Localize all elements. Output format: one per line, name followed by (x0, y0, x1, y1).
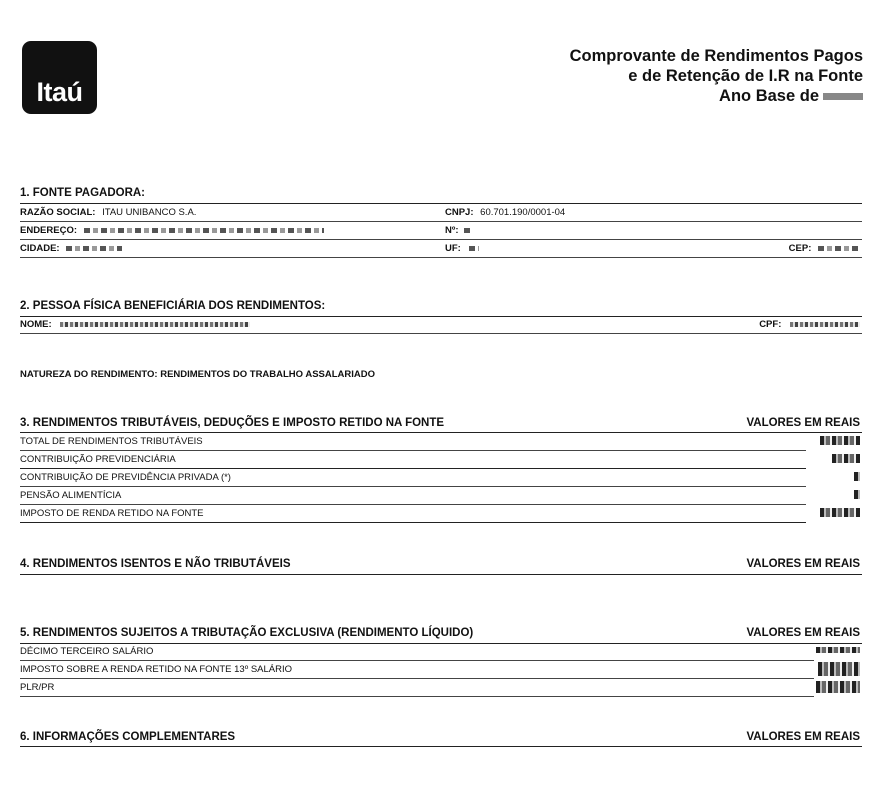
s3-row-total: TOTAL DE RENDIMENTOS TRIBUTÁVEIS (20, 436, 203, 447)
divider (20, 257, 862, 258)
divider (20, 574, 862, 575)
divider (20, 522, 806, 523)
redacted-cep (818, 246, 860, 251)
divider (20, 203, 862, 204)
razao-social-row (20, 207, 196, 218)
cpf-label: CPF: (759, 319, 782, 330)
redacted-cidade (66, 246, 122, 251)
cnpj-row (445, 207, 565, 218)
numero-label: Nº: (445, 225, 459, 236)
document-title (570, 46, 863, 106)
redacted-year (823, 93, 863, 100)
numero-row (445, 225, 472, 236)
s3-row-previdencia-privada: CONTRIBUIÇÃO DE PREVIDÊNCIA PRIVADA (*) (20, 472, 231, 483)
divider (20, 678, 814, 679)
section4-values-header: VALORES EM REAIS (746, 558, 860, 570)
s5-row-irrf-13: IMPOSTO SOBRE A RENDA RETIDO NA FONTE 13º SALÁRIO (20, 664, 293, 675)
divider (20, 696, 814, 697)
section3-values-header: VALORES EM REAIS (746, 417, 860, 429)
title-line-2: e de Retenção de I.R na Fonte (628, 67, 863, 85)
logo-text: Itaú (36, 77, 83, 107)
ano-base-label: Ano Base de (719, 87, 819, 105)
s3-row-pensao: PENSÃO ALIMENTÍCIA (20, 490, 122, 501)
title-line-3 (570, 86, 863, 106)
divider (20, 504, 806, 505)
redacted-value (816, 647, 860, 653)
nome-row (20, 319, 250, 330)
cnpj-label: CNPJ: (445, 207, 474, 218)
nome-label: NOME: (20, 319, 52, 330)
cidade-row (20, 243, 122, 254)
redacted-value (832, 454, 860, 463)
divider (20, 450, 806, 451)
redacted-uf (469, 246, 479, 251)
section1-title: 1. FONTE PAGADORA: (20, 187, 146, 199)
s5-row-decimo: DÉCIMO TERCEIRO SALÁRIO (20, 646, 154, 657)
section6-values-header: VALORES EM REAIS (746, 731, 860, 743)
redacted-numero (464, 228, 472, 233)
redacted-value (854, 490, 860, 499)
redacted-nome (60, 322, 250, 327)
title-line-1: Comprovante de Rendimentos Pagos (569, 47, 863, 65)
section3-title: 3. RENDIMENTOS TRIBUTÁVEIS, DEDUÇÕES E IMPOSTO RETIDO NA FONTE (20, 417, 445, 429)
section2-title: 2. PESSOA FÍSICA BENEFICIÁRIA DOS RENDIMENTOS: (20, 300, 326, 312)
s3-row-irrf: IMPOSTO DE RENDA RETIDO NA FONTE (20, 508, 204, 519)
razao-social-label: RAZÃO SOCIAL: (20, 207, 96, 218)
endereco-row (20, 225, 324, 236)
cnpj-value: 60.701.190/0001-04 (480, 207, 566, 218)
natureza-rendimento: NATUREZA DO RENDIMENTO: RENDIMENTOS DO TRABALHO ASSALARIADO (20, 369, 376, 380)
divider (20, 221, 862, 222)
cpf-row (759, 319, 860, 330)
itau-logo (22, 41, 97, 114)
redacted-value (818, 662, 860, 676)
section5-title: 5. RENDIMENTOS SUJEITOS A TRIBUTAÇÃO EXCLUSIVA (RENDIMENTO LÍQUIDO) (20, 627, 474, 639)
endereco-label: ENDEREÇO: (20, 225, 78, 236)
redacted-value (820, 508, 860, 517)
s3-row-previdenciaria: CONTRIBUIÇÃO PREVIDENCIÁRIA (20, 454, 176, 465)
divider (20, 333, 862, 334)
uf-label: UF: (445, 243, 461, 254)
cep-row (789, 243, 860, 254)
divider (20, 468, 806, 469)
redacted-value (816, 681, 860, 693)
redacted-value (820, 436, 860, 445)
section5-values-header: VALORES EM REAIS (746, 627, 860, 639)
s5-row-plr: PLR/PR (20, 682, 55, 693)
cidade-label: CIDADE: (20, 243, 60, 254)
section6-title: 6. INFORMAÇÕES COMPLEMENTARES (20, 731, 236, 743)
divider (20, 660, 814, 661)
redacted-value (854, 472, 860, 481)
divider (20, 239, 862, 240)
razao-social-value: ITAU UNIBANCO S.A. (102, 207, 197, 218)
redacted-cpf (790, 322, 860, 327)
redacted-endereco (84, 228, 324, 233)
divider (20, 486, 806, 487)
divider (20, 432, 862, 433)
cep-label: CEP: (788, 243, 812, 254)
divider (20, 746, 862, 747)
section4-title: 4. RENDIMENTOS ISENTOS E NÃO TRIBUTÁVEIS (20, 558, 291, 570)
uf-row (445, 243, 479, 254)
divider (20, 643, 862, 644)
divider (20, 316, 862, 317)
